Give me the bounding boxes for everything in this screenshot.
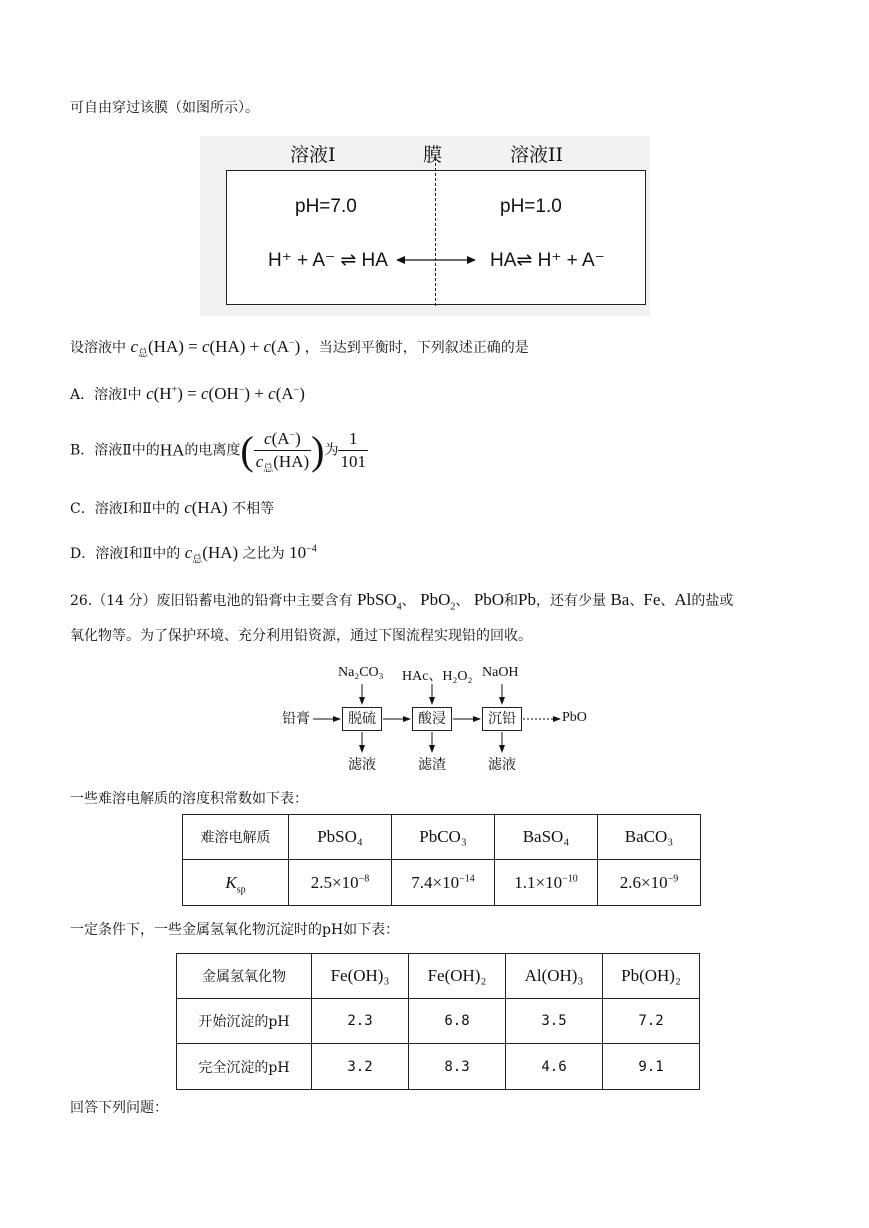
ksp-symbol: K xyxy=(225,872,237,892)
ph-row-complete xyxy=(177,1044,700,1090)
ph-intro: 一定条件下，一些金属氢氧化物沉淀时的pH如下表： xyxy=(70,922,400,938)
ph-value: 9.1 xyxy=(603,1044,700,1090)
ph-hydroxide: Fe(OH)₂ xyxy=(409,954,506,999)
q26-text-b4: 、 xyxy=(660,593,675,609)
option-b-den: 101 xyxy=(340,452,366,471)
q26-text-b3: 、 xyxy=(629,593,644,609)
ksp-value: $1.1\times 10^{-10}$ xyxy=(495,860,598,906)
ksp-compound: BaCO₃ xyxy=(598,815,701,860)
option-b-fraction: $\frac{c(A^-)}{c_总(HA)}$ xyxy=(255,429,310,475)
ksp-mantissa: 2.6 xyxy=(619,872,641,892)
ksp-compound: PbSO₄ xyxy=(289,815,392,860)
ph-hydroxide: Al(OH)₃ xyxy=(506,954,603,999)
process-flow-diagram xyxy=(270,660,600,775)
ksp-mantissa: 2.5 xyxy=(310,872,332,892)
stem-text: 设溶液中 xyxy=(70,340,126,356)
membrane-line xyxy=(435,158,436,306)
ksp-exponent: −14 xyxy=(459,872,475,884)
option-d-base: 10 xyxy=(289,543,307,562)
ph-value: 8.3 xyxy=(409,1044,506,1090)
option-b-num: 1 xyxy=(338,428,368,451)
ph-hydroxide: Pb(OH)₂ xyxy=(603,954,700,999)
option-c-text: C．溶液Ⅰ和Ⅱ中的 xyxy=(70,501,180,517)
flow-waste-2: 滤渣 xyxy=(418,757,446,773)
option-d-exponent: −4 xyxy=(306,543,317,555)
option-b-paren-right: ) xyxy=(311,427,325,473)
ksp-header-label: 难溶电解质 xyxy=(183,815,289,860)
option-d xyxy=(70,542,317,565)
ph-value: 4.6 xyxy=(506,1044,603,1090)
flow-reagent-2: HAc、H₂O₂ xyxy=(402,669,473,684)
ksp-table xyxy=(182,814,701,906)
ksp-value-row xyxy=(183,860,701,906)
ksp-symbol-sub: sp xyxy=(236,883,246,895)
q26-fe: Fe xyxy=(643,590,661,609)
q26-text-d: ，还有少量 xyxy=(536,593,607,609)
option-b-text: B．溶液Ⅱ中的 xyxy=(70,442,160,459)
flow-input: 铅膏 xyxy=(282,711,310,727)
equilibrium-left: H⁺ + A⁻ ⇌ HA xyxy=(268,250,388,271)
option-c-text-2: 不相等 xyxy=(232,501,275,517)
q26-pbo: PbO xyxy=(473,590,505,609)
option-b-value xyxy=(338,428,368,473)
option-b-text-3: 为 xyxy=(324,442,339,459)
q26-pbso4: PbSO$_4$ xyxy=(356,590,402,613)
ph-value: 7.2 xyxy=(603,999,700,1044)
flow-reagent-3: NaOH xyxy=(482,665,519,680)
ksp-exponent: −8 xyxy=(358,872,370,884)
ph-row-label: 完全沉淀的pH xyxy=(177,1044,312,1090)
option-d-text: D．溶液Ⅰ和Ⅱ中的 xyxy=(70,546,181,562)
ph-value: 3.5 xyxy=(506,999,603,1044)
ph-value: 3.2 xyxy=(312,1044,409,1090)
q26-line-2: 氧化物等。为了保护环境、充分利用铅资源，通过下图流程实现铅的回收。 xyxy=(70,628,532,644)
option-c xyxy=(70,497,274,520)
ph-row-start xyxy=(177,999,700,1044)
membrane-figure xyxy=(200,136,650,316)
ksp-compound: PbCO₃ xyxy=(392,815,495,860)
option-a-formula: c(H+) = c(OH−) + c(A−) xyxy=(146,384,305,403)
ksp-row-label xyxy=(183,860,289,906)
option-b-text-2: 的电离度 xyxy=(184,442,241,459)
q26-text-b2: 、 xyxy=(455,593,470,609)
stem-text-2: ，当达到平衡时，下列叙述正确的是 xyxy=(304,340,529,356)
flow-step-acid-leach: 酸浸 xyxy=(412,707,452,731)
stem-formula: $c_总(HA) = c(HA) + c(A^-)$ xyxy=(130,337,301,360)
q26-text-a: 26.（14 分）废旧铅蓄电池的铅膏中主要含有 xyxy=(70,593,353,609)
ph-value: 6.8 xyxy=(409,999,506,1044)
ph-right: pH=1.0 xyxy=(500,196,562,217)
ksp-mantissa: 7.4 xyxy=(411,872,433,892)
q26-text-e: 的盐或 xyxy=(691,593,734,609)
option-c-formula: c(HA) xyxy=(184,498,228,517)
option-b-paren-left: ( xyxy=(240,427,254,473)
flow-waste-1: 滤液 xyxy=(348,757,376,773)
option-b-ha: HA xyxy=(159,440,185,460)
ksp-intro: 一些难溶电解质的溶度积常数如下表： xyxy=(70,791,308,807)
ph-left: pH=7.0 xyxy=(295,196,357,217)
option-d-formula: $c_总(HA)$ xyxy=(184,543,239,566)
figure-frame xyxy=(226,170,646,305)
ksp-value: $7.4\times 10^{-14}$ xyxy=(392,860,495,906)
figure-label-membrane: 膜 xyxy=(423,144,443,166)
q26-text-c: 和 xyxy=(504,593,519,609)
figure-label-solution-1: 溶液I xyxy=(290,144,336,166)
option-d-value xyxy=(289,543,317,562)
q26-pb: Pb xyxy=(518,590,537,609)
flow-step-precipitate: 沉铅 xyxy=(482,707,522,731)
q26-line-1 xyxy=(70,589,733,612)
ph-hydroxide: Fe(OH)₃ xyxy=(312,954,409,999)
figure-label-solution-2: 溶液II xyxy=(510,144,564,166)
ph-value: 2.3 xyxy=(312,999,409,1044)
question-stem xyxy=(70,336,529,359)
closing-line: 回答下列问题： xyxy=(70,1100,168,1116)
intro-line: 可自由穿过该膜（如图所示）。 xyxy=(70,100,259,116)
option-b xyxy=(70,428,368,484)
flow-step-desulfurize: 脱硫 xyxy=(342,707,382,731)
option-d-text-2: 之比为 xyxy=(242,546,285,562)
q26-al: Al xyxy=(674,590,692,609)
ph-row-label: 开始沉淀的pH xyxy=(177,999,312,1044)
option-a-text: A．溶液Ⅰ中 xyxy=(70,387,142,403)
ph-header-row xyxy=(177,954,700,999)
ksp-header-row xyxy=(183,815,701,860)
ksp-value: $2.6\times 10^{-9}$ xyxy=(598,860,701,906)
ksp-exponent: −9 xyxy=(667,872,679,884)
equilibrium-right: HA⇌ H⁺ + A⁻ xyxy=(490,250,605,271)
ksp-exponent: −10 xyxy=(562,872,578,884)
option-a xyxy=(70,383,305,406)
q26-text-b: 、 xyxy=(401,593,416,609)
flow-output: PbO xyxy=(562,710,587,725)
ph-table xyxy=(176,953,700,1090)
double-arrow-icon xyxy=(396,252,476,268)
ksp-compound: BaSO₄ xyxy=(495,815,598,860)
ksp-mantissa: 1.1 xyxy=(514,872,536,892)
q26-ba: Ba xyxy=(610,590,630,609)
flow-reagent-1: Na₂CO₃ xyxy=(338,665,384,680)
q26-pbo2: PbO$_2$ xyxy=(420,590,456,613)
ph-header-label: 金属氢氧化物 xyxy=(177,954,312,999)
ksp-value: $2.5\times 10^{-8}$ xyxy=(289,860,392,906)
flow-waste-3: 滤液 xyxy=(488,757,516,773)
